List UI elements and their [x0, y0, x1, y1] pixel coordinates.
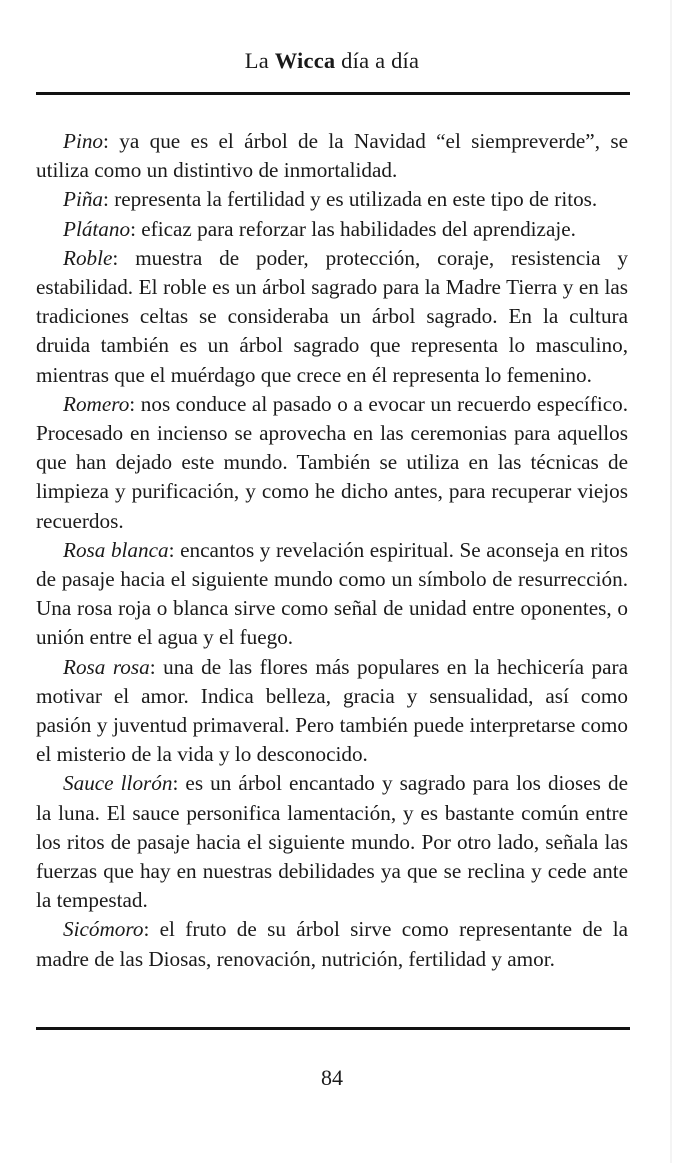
- entry-text: : encantos y revelación espiritual. Se aconseja en ritos de pasaje hacia el siguiente mundo como un símbolo de resurrección. Una rosa roja o blanca sirve como señal de unidad entre oponentes, o unión entre el agua y el fuego.: [36, 537, 628, 650]
- entry-text: : eficaz para reforzar las habilidades del aprendizaje.: [130, 216, 576, 241]
- entry-text: : es un árbol encantado y sagrado para los dioses de la luna. El sauce personifica lamentación, y es bastante común entre los ritos de pasaje hacia el siguiente mundo. Por otro lado, señala las fuerzas que hay en nuestras debilidades ya que se reclina y cede ante la tempestad.: [36, 771, 628, 913]
- entry-term: Piña: [63, 187, 104, 212]
- entry-pino: [36, 127, 628, 185]
- entry-pina: [36, 185, 628, 214]
- entry-rosa-rosa: [36, 653, 628, 770]
- header-rule: [36, 92, 630, 95]
- running-header: [36, 46, 628, 76]
- entry-text: : muestra de poder, protección, coraje, resistencia y estabilidad. El roble es un árbol sagrado para la Madre Tierra y en las tradiciones celtas se consideraba un árbol sagrado. En la cultura druida también es un árbol sagrado que representa lo masculino, mientras que el muérdago que crece en él representa lo femenino.: [36, 245, 628, 387]
- footer-rule: [36, 1027, 630, 1030]
- entry-text: : representa la fertilidad y es utilizada en este tipo de ritos.: [103, 187, 598, 212]
- page-edge-shadow: [670, 0, 672, 1163]
- entry-rosa-blanca: [36, 536, 628, 653]
- entry-term: Rosa rosa: [63, 654, 150, 679]
- entry-term: Roble: [63, 245, 113, 270]
- entry-sauce-lloron: [36, 769, 628, 915]
- entry-term: Rosa blanca: [63, 537, 169, 562]
- entry-text: : ya que es el árbol de la Navidad “el siempreverde”, se utiliza como un distintivo de inmortalidad.: [36, 129, 628, 183]
- entry-sicomoro: [36, 915, 628, 973]
- page-number: 84: [321, 1065, 343, 1090]
- entry-romero: [36, 390, 628, 536]
- header-bold-title: Wicca: [274, 48, 336, 73]
- entry-text: : nos conduce al pasado o a evocar un recuerdo específico. Procesado en incienso se aprovecha en las ceremonias para aquellos que han dejado este mundo. También se utiliza en las técnicas de limpieza y purificación, y como he dicho antes, para recuperar viejos recuerdos.: [36, 391, 628, 533]
- entry-term: Pino: [63, 129, 104, 153]
- entry-term: Romero: [63, 391, 130, 416]
- glossary-body: [36, 127, 628, 974]
- entry-term: Plátano: [63, 216, 131, 241]
- header-suffix: día a día: [341, 48, 420, 73]
- entry-text: : una de las flores más populares en la hechicería para motivar el amor. Indica belleza, gracia y sensualidad, así como pasión y juventud primaveral. Pero también puede interpretarse como el misterio de la vida y lo desconocido.: [36, 654, 628, 767]
- entry-platano: [36, 215, 628, 244]
- header-prefix: La: [244, 48, 269, 73]
- entry-term: Sauce llorón: [63, 771, 173, 796]
- entry-text: : el fruto de su árbol sirve como representante de la madre de las Diosas, renovación, nutrición, fertilidad y amor.: [36, 917, 628, 971]
- entry-term: Sicómoro: [63, 917, 144, 942]
- entry-roble: [36, 244, 628, 390]
